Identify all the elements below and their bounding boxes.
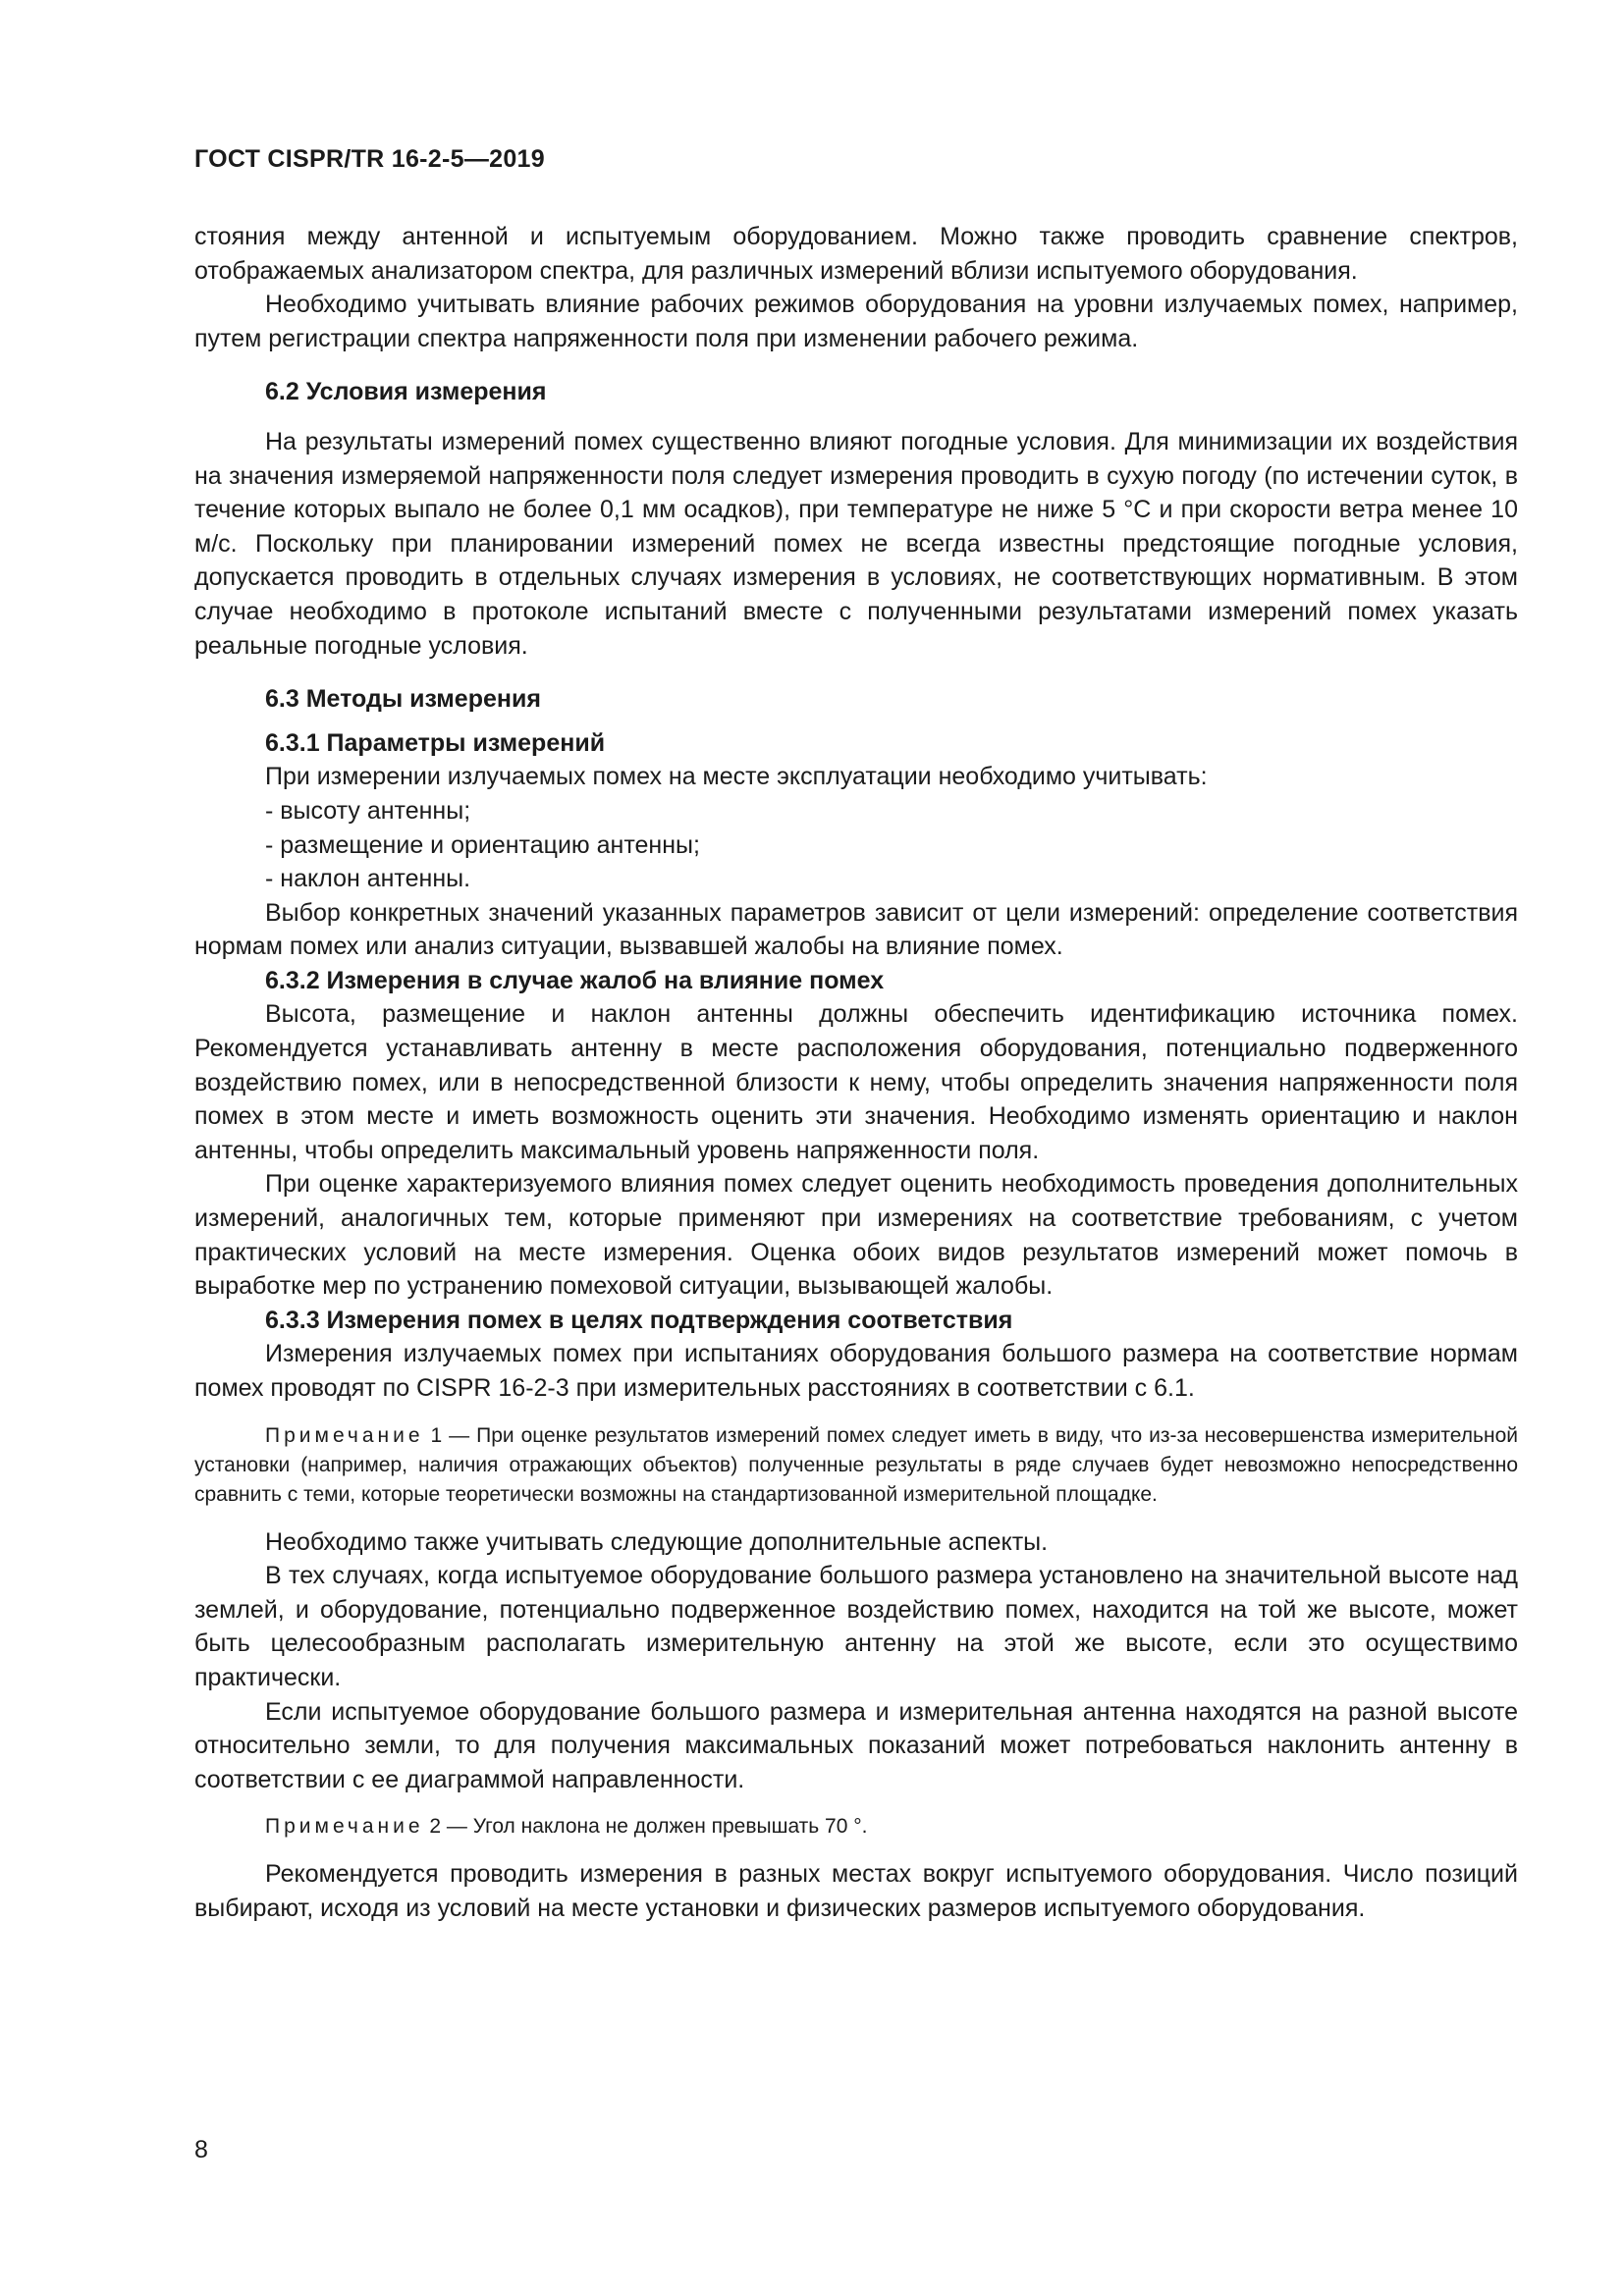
list-item: - высоту антенны; [265, 796, 471, 825]
note-label: Примечание [265, 1423, 424, 1447]
paragraph: При измерении излучаемых помех на месте эксплуатации необходимо учитывать: [265, 763, 1208, 791]
paragraph: Измерения излучаемых помех при испытаниях оборудования большого размера на соответствие нормам помех проводят по CISPR 16-2-3 при измерительных расстояниях в соответствии с 6.1. [194, 1340, 1518, 1402]
section-heading-6-3: 6.3 Методы измерения [265, 685, 541, 714]
paragraph: Высота, размещение и наклон антенны должны обеспечить идентификацию источника помех. Рекомендуется устанавливать антенну в месте расположения оборудования, потенциально подверженного воздействию помех, или в непосредственной близости к нему, чтобы определить значения напряженности поля помех в этом месте и иметь возможность оценить эти значения. Необходимо изменять ориентацию и наклон антенны, чтобы определить максимальный уровень напряженности поля. [194, 1000, 1518, 1164]
page-number: 8 [194, 2136, 208, 2163]
document-body [194, 220, 1518, 1926]
section-heading-6-2: 6.2 Условия измерения [265, 378, 547, 406]
subsection-heading-6-3-1: 6.3.1 Параметры измерений [265, 728, 606, 757]
note-label: Примечание [265, 1815, 424, 1839]
paragraph: Если испытуемое оборудование большого размера и измерительная антенна находятся на разной высоте относительно земли, то для получения максимальных показаний может потребоваться наклонить антенну в соответствии с ее диаграммой направленности. [194, 1697, 1518, 1793]
note-text: 2 — Угол наклона не должен превышать 70 °. [423, 1815, 868, 1839]
paragraph: Рекомендуется проводить измерения в разных местах вокруг испытуемого оборудования. Число позиций выбирают, исходя из условий на месте установки и физических размеров испытуемого оборудования. [194, 1860, 1518, 1922]
paragraph: Выбор конкретных значений указанных параметров зависит от цели измерений: определение соответствия нормам помех или анализ ситуации, вызвавшей жалобы на влияние помех. [194, 898, 1518, 961]
paragraph: Необходимо учитывать влияние рабочих режимов оборудования на уровни излучаемых помех, например, путем регистрации спектра напряженности поля при изменении рабочего режима. [194, 291, 1518, 352]
paragraph: В тех случаях, когда испытуемое оборудование большого размера установлено на значительной высоте над землей, и оборудование, потенциально подверженное воздействию помех, находится на той же высоте, может быть целесообразным располагать измерительную антенну на этой же высоте, если это осуществимо практически. [194, 1562, 1518, 1691]
subsection-heading-6-3-3: 6.3.3 Измерения помех в целях подтверждения соответствия [265, 1306, 1013, 1334]
document-header: ГОСТ CISPR/TR 16-2-5—2019 [194, 145, 545, 173]
parameter-list [194, 794, 1518, 896]
note-1 [194, 1421, 1518, 1510]
list-item: - наклон антенны. [265, 865, 471, 893]
paragraph: Необходимо также учитывать следующие дополнительные аспекты. [265, 1527, 1049, 1556]
note-2 [194, 1812, 1518, 1842]
subsection-heading-6-3-2: 6.3.2 Измерения в случае жалоб на влияние помех [265, 966, 885, 994]
paragraph: стояния между антенной и испытуемым оборудованием. Можно также проводить сравнение спектров, отображаемых анализатором спектра, для различных измерений вблизи испытуемого оборудования. [194, 223, 1518, 285]
paragraph: На результаты измерений помех существенно влияют погодные условия. Для минимизации их воздействия на значения измеряемой напряженности поля следует измерения проводить в сухую погоду (по истечении суток, в течение которых выпало не более 0,1 мм осадков), при температуре не ниже 5 °С и при скорости ветра менее 10 м/с. Поскольку при планировании измерений помех не всегда известны предстоящие погодные условия, допускается проводить в отдельных случаях измерения в условиях, не соответствующих нормативным. В этом случае необходимо в протоколе испытаний вместе с полученными результатами измерений помех указать реальные погодные условия. [194, 427, 1518, 660]
note-text: 1 — При оценке результатов измерений помех следует иметь в виду, что из-за несовершенства измерительной установки (например, наличия отражающих объектов) полученные результаты в ряде случаев будет невозможно непосредственно сравнить с теми, которые теоретически возможны на стандартизованной измерительной площадке. [194, 1423, 1518, 1506]
list-item: - размещение и ориентацию антенны; [265, 830, 700, 859]
paragraph: При оценке характеризуемого влияния помех следует оценить необходимость проведения дополнительных измерений, аналогичных тем, которые применяют при измерениях на соответствие требованиям, с учетом практических условий на месте измерения. Оценка обоих видов результатов измерений может помочь в выработке мер по устранению помеховой ситуации, вызывающей жалобы. [194, 1170, 1518, 1301]
